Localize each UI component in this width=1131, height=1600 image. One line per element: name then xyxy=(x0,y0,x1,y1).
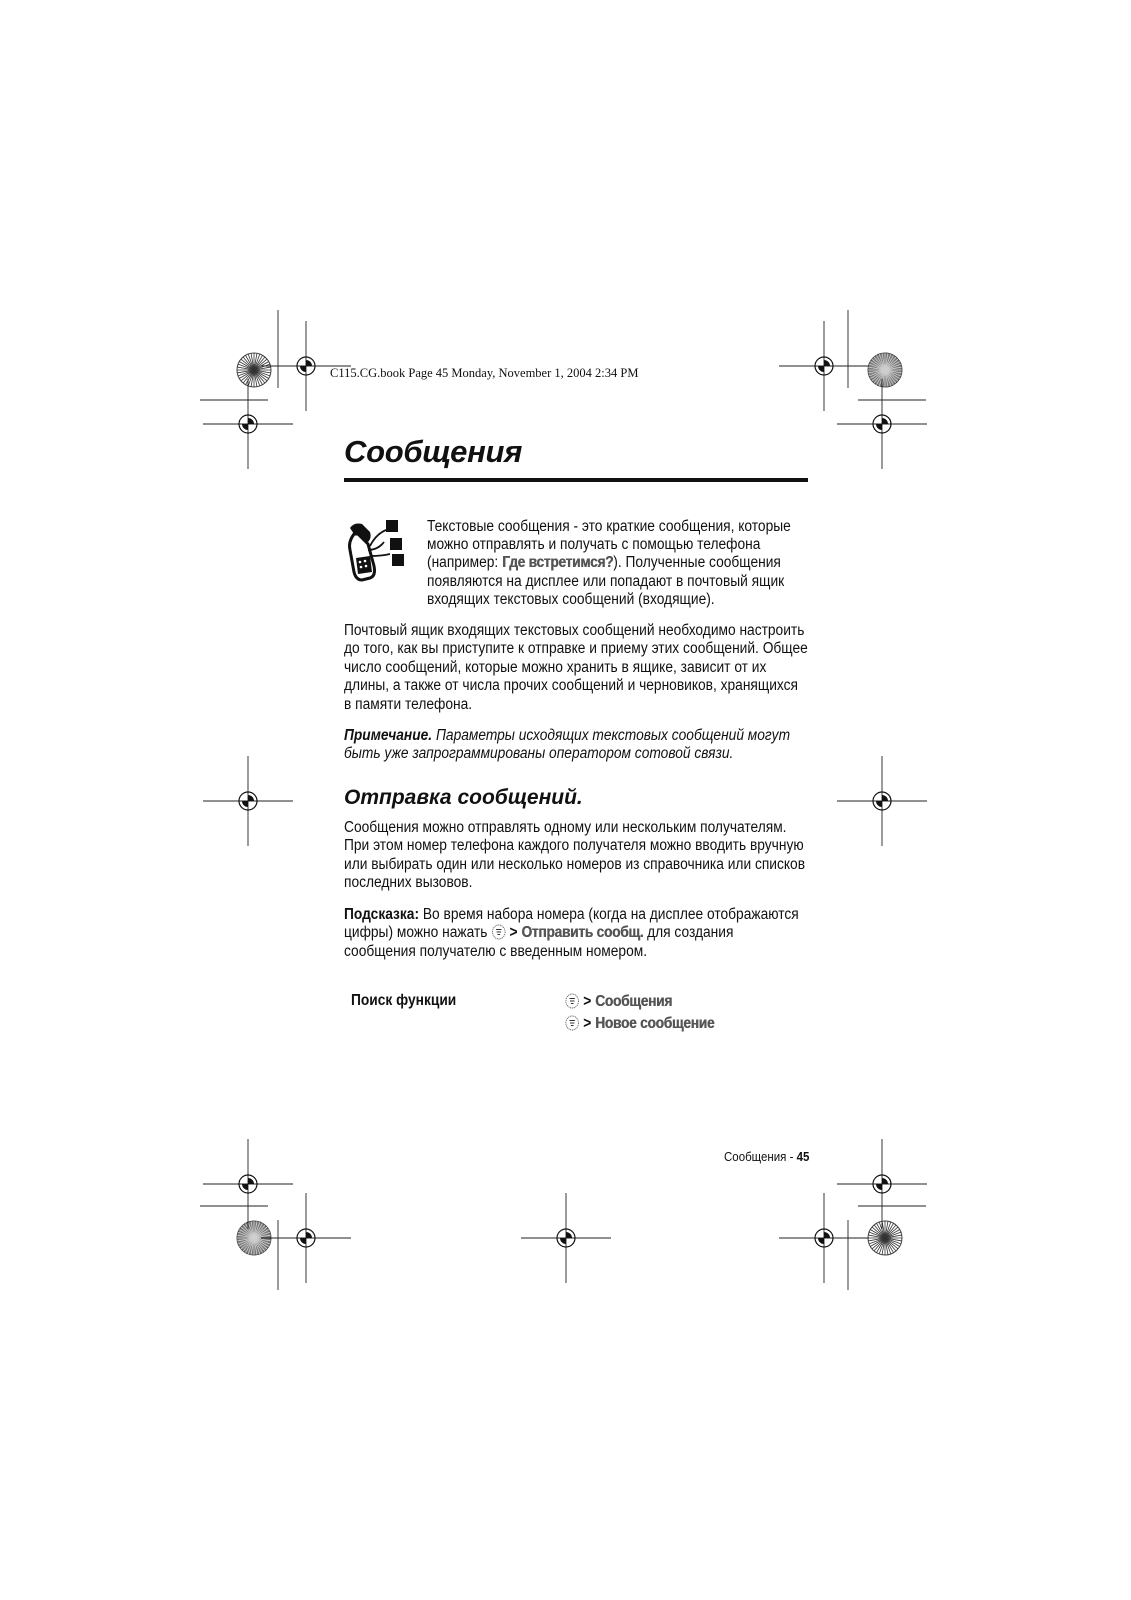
page-number: 45 xyxy=(796,1150,810,1164)
find-path-separator: > xyxy=(579,1015,596,1032)
menu-key-icon xyxy=(565,1015,579,1031)
footer-section: Сообщения - xyxy=(724,1150,797,1164)
registration-target-icon xyxy=(837,1139,927,1229)
send-paragraph: Сообщения можно отправлять одному или нескольким получателям. При этом номер телефона каждого получателя можно вводить вручную или выбирать один или несколько номеров из справочника или списков последних вызовов. xyxy=(344,819,806,892)
registration-target-icon xyxy=(837,379,927,469)
find-feature-label: Поиск функции xyxy=(351,992,457,1009)
registration-target-icon xyxy=(203,1139,293,1229)
phone-messages-icon xyxy=(344,520,414,592)
menu-key-icon xyxy=(565,993,579,1009)
page-footer xyxy=(724,1150,809,1164)
tip-text-2: для создания сообщения получателю с введенным номером. xyxy=(344,924,734,960)
intro-example: Где встретимся? xyxy=(502,554,614,572)
tip-text-1: Во время набора номера (когда на дисплее отображаются цифры) можно нажать xyxy=(344,906,799,942)
section-title: Отправка сообщений. xyxy=(344,786,583,809)
find-path-separator: > xyxy=(579,993,596,1010)
registration-target-icon xyxy=(203,756,293,846)
color-wheel-icon xyxy=(868,1221,902,1255)
find-path-messages: Сообщения xyxy=(595,993,673,1010)
inbox-paragraph: Почтовый ящик входящих текстовых сообщений необходимо настроить до того, как вы приступите к отправке и приему этих сообщений. Общее число сообщений, которые можно хранить в ящике, зависит от их длины, а также от числа прочих сообщений и черновиков, хранящихся в памяти телефона. xyxy=(344,622,808,713)
tip-label: Подсказка: xyxy=(344,906,420,923)
color-wheel-icon xyxy=(237,353,271,387)
registration-target-icon xyxy=(779,1193,869,1283)
registration-target-icon xyxy=(779,321,869,411)
note-paragraph xyxy=(344,727,808,764)
find-path-2 xyxy=(565,1015,714,1033)
registration-target-icon xyxy=(837,756,927,846)
intro-text-1: Текстовые сообщения - это краткие сообщения, которые можно отправлять и получать с помощью телефона (например: xyxy=(427,518,791,572)
print-header: C115.CG.book Page 45 Monday, November 1, 2004 2:34 PM xyxy=(330,366,639,380)
intro-paragraph xyxy=(427,518,812,609)
find-path-1 xyxy=(565,993,672,1011)
intro-text-2: ). Полученные сообщения появляются на дисплее или попадают в почтовый ящик входящих текстовых сообщений (входящие). xyxy=(427,554,785,608)
registration-target-icon xyxy=(261,1193,351,1283)
page-title: Сообщения xyxy=(344,434,523,469)
color-wheel-icon xyxy=(868,353,902,387)
find-path-new-message: Новое сообщение xyxy=(595,1015,715,1032)
tip-separator: > xyxy=(505,924,522,942)
title-rule xyxy=(344,478,808,482)
note-text: Параметры исходящих текстовых сообщений могут быть уже запрограммированы оператором сотовой связи. xyxy=(344,727,791,763)
note-label: Примечание. xyxy=(344,727,433,744)
menu-key-icon xyxy=(491,924,505,940)
tip-menu-item: Отправить сообщ. xyxy=(521,924,644,942)
registration-target-icon xyxy=(521,1193,611,1283)
tip-paragraph xyxy=(344,906,808,961)
registration-target-icon xyxy=(203,379,293,469)
